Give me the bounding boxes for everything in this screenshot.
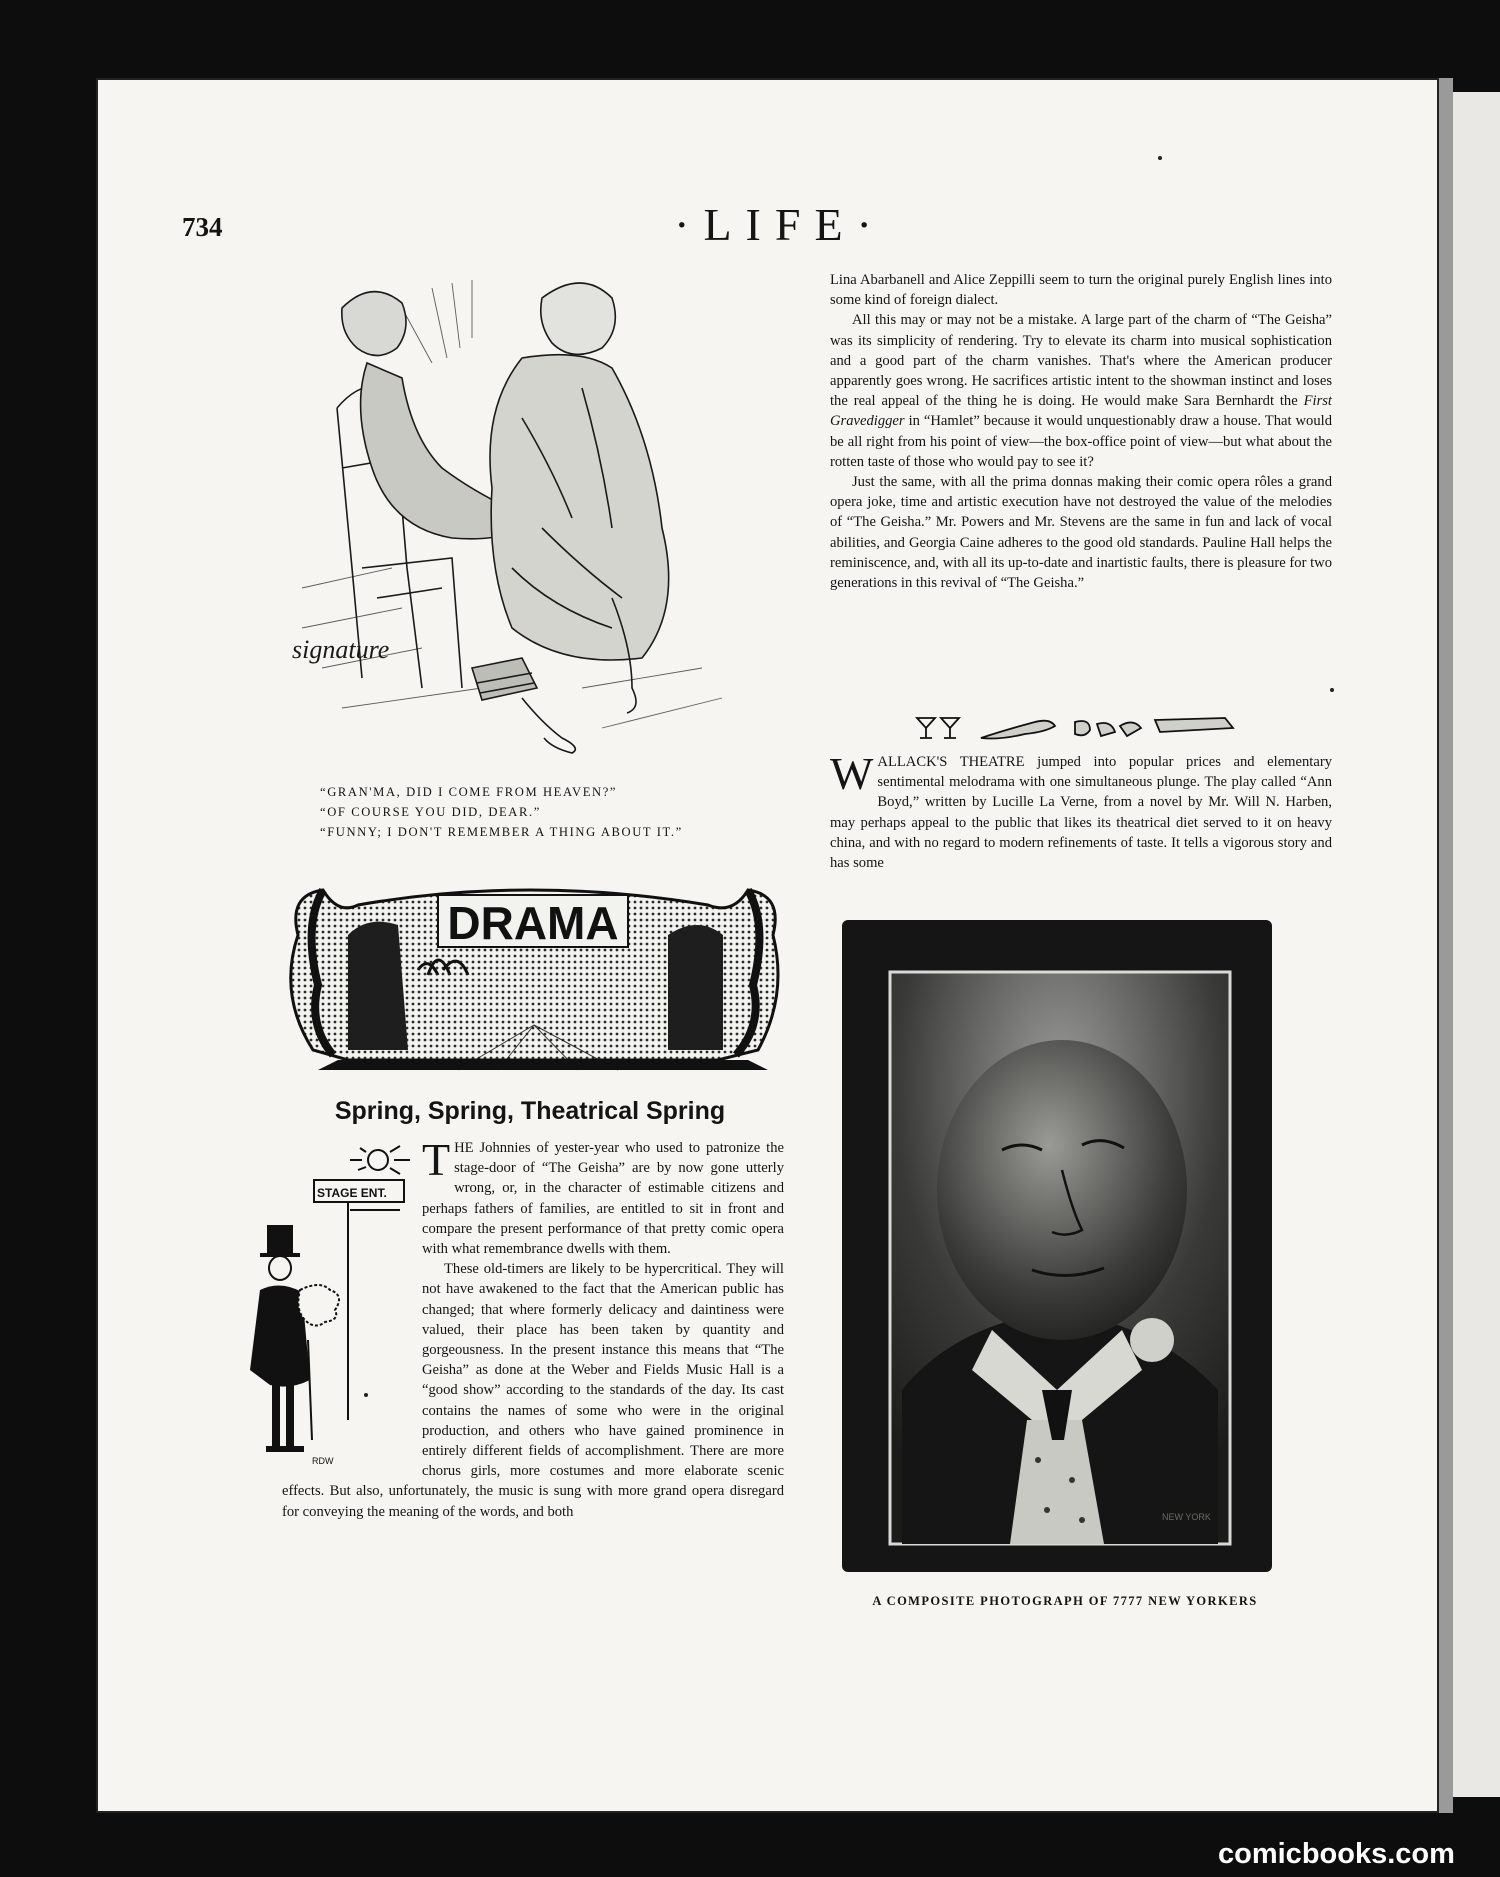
photo-corner-mark: NEW YORK <box>1162 1512 1211 1522</box>
right-paragraph-2: Just the same, with all the prima donnas making their comic opera rôles a grand opera joke, time and artistic execution have not destroyed the value of the melodies of “The Geisha.” Mr. Powers and Mr. Stevens are the same in fun and lack of vocal abilities, and Georgia Caine adheres to the good old standards. Pauline Hall helps the reminiscence, and, with all its up-to-date and inartistic faults, there is pleasure for two generations in this revival of “The Geisha.” <box>830 474 1332 592</box>
right-paragraph-0: Lina Abarbanell and Alice Zeppilli seem to turn the original purely English lines into some kind of foreign dialect. <box>830 272 1332 309</box>
page-number: 734 <box>182 212 223 242</box>
right-column-text <box>830 270 1332 593</box>
article-paragraph-2: These old-timers are likely to be hypercritical. They will not have awakened to the fact that the American public has changed; that where formerly delicacy and daintiness were valued, their place has been taken by quantity and gorgeousness. In the present instance this means that “The Geisha” as done at the Weber and Fields Music Hall is a “good show” according to the standards of the day. Its cast contains the names of some who were in the original production, and others who have gained prominence in entirely different fields of accomplishment. There are more chorus girls, more costumes and more elaborate scenic effects. But also, unfortunately, the music is sung with more grand opera disregard for conveying the meaning of the words, and both <box>282 1261 784 1520</box>
drama-banner <box>278 875 790 1075</box>
wallack-review <box>830 748 1332 873</box>
artist-signature: signature <box>292 635 390 664</box>
paragraph-text: All this may or may not be a mistake. A large part of the charm of “The Geisha” was its simplicity of rendering. Try to elevate its charm into musical sophistication and a good part of the charm vanishes. That's where the American producer apparently goes wrong. He sacrifices artistic intent to the showman instinct and loses the real appeal of the thing he is doing. He would make Sara Bernhardt the <box>830 312 1332 410</box>
wallack-paragraph <box>830 748 1332 873</box>
stray-mark <box>364 1393 368 1397</box>
photo-caption: A COMPOSITE PHOTOGRAPH OF 7777 NEW YORKERS <box>872 1594 1258 1608</box>
drop-cap: W <box>830 748 874 799</box>
drop-cap: T <box>422 1134 451 1185</box>
article-body <box>282 1134 784 1522</box>
site-watermark: comicbooks.com <box>1218 1838 1455 1870</box>
italic-text: First Gravedigger <box>830 393 1332 430</box>
illustration-space <box>282 1138 422 1468</box>
masthead-title: ·LIFE· <box>674 199 886 250</box>
photo-image <box>842 920 1272 1572</box>
caption-line: “OF COURSE YOU DID, DEAR.” <box>320 805 541 819</box>
right-paragraph-1 <box>830 310 1332 472</box>
cartoon-illustration <box>282 268 772 778</box>
composite-photograph <box>842 920 1272 1572</box>
drama-title: DRAMA <box>447 897 619 949</box>
adjacent-page-edge <box>1453 92 1500 1797</box>
stray-mark <box>1158 156 1162 160</box>
stage-entrance-sign: STAGE ENT. <box>317 1186 387 1200</box>
paragraph-text: HE Johnnies of yester-year who used to patronize the stage-door of “The Geisha” are by now gone utterly wrong, or, in the character of estimable citizens and perhaps fathers of families, are entitled to sit in front and compare the present performance of that pretty comic opera with what remembrance dwells with them. <box>422 1140 784 1258</box>
page-gutter <box>1439 78 1453 1813</box>
paragraph-text: ALLACK'S THEATRE jumped into popular prices and elementary sentimental melodrama with one simultaneous plunge. The play called “Ann Boyd,” written by Lucille La Verne, from a novel by Mr. Will N. Harben, may perhaps appeal to the public that likes its theatrical diet served to it on heavy china, and with no regard to modern refinements of taste. It tells a vigorous story and has some <box>830 754 1332 872</box>
stray-mark <box>1330 688 1334 692</box>
caption-line: “FUNNY; I DON'T REMEMBER A THING ABOUT IT.” <box>320 825 683 839</box>
cartoon-caption <box>320 782 770 842</box>
ornament-divider <box>915 712 1245 746</box>
paragraph-text: in “Hamlet” because it would unquestionably draw a house. That would be all right from his point of view—the box-office point of view—but what about the rotten taste of those who would pay to see it? <box>830 413 1332 470</box>
illustrator-initials: RDW <box>312 1456 334 1466</box>
caption-line: “GRAN'MA, DID I COME FROM HEAVEN?” <box>320 785 618 799</box>
article-title: Spring, Spring, Theatrical Spring <box>334 1097 726 1125</box>
